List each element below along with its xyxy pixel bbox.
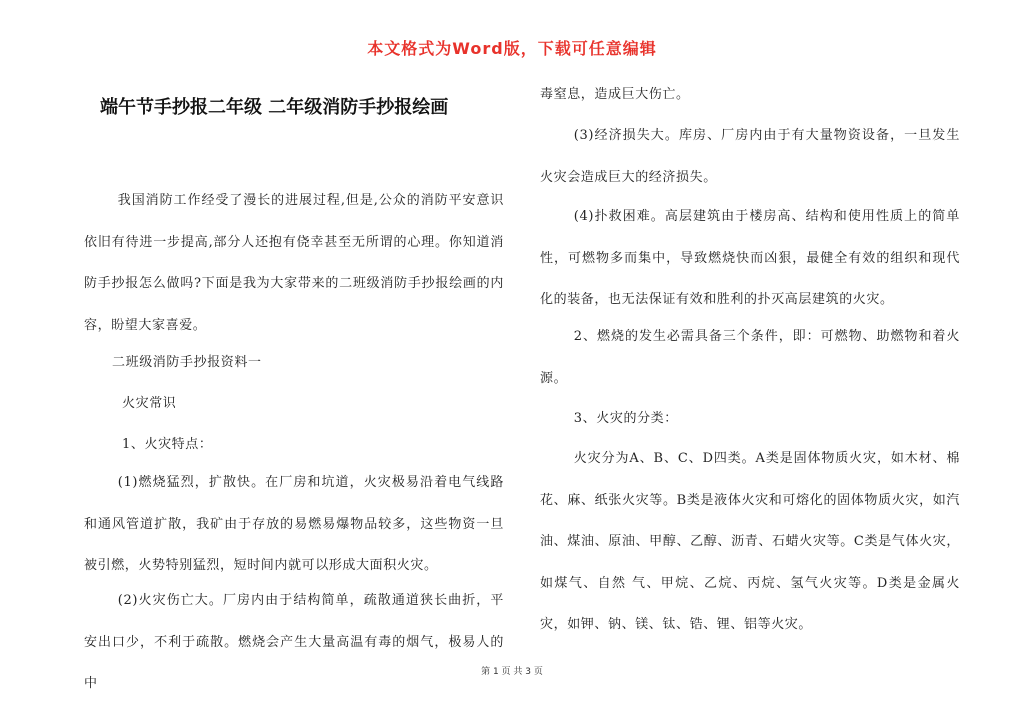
page-number: 第 1 页 共 3 页 bbox=[481, 667, 543, 677]
document-title: 端午节手抄报二年级 二年级消防手抄报绘画 bbox=[100, 97, 449, 118]
download-banner: 本文格式为Word版，下载可任意编辑 bbox=[367, 39, 657, 58]
subsection-heading: 火灾常识 bbox=[122, 396, 177, 411]
paragraph-fire-conditions: 2、燃烧的发生必需具备三个条件，即：可燃物、助燃物和着火源。 bbox=[540, 329, 960, 386]
intro-paragraph: 我国消防工作经受了漫长的进展过程,但是,公众的消防平安意识依旧有待进一步提高,部分人还抱有侥幸甚至无所谓的心理。你知道消防手抄报怎么做吗?下面是我为大家带来的二班级消防手抄报绘画的内容，盼望大家喜爱。 bbox=[84, 193, 504, 333]
paragraph-item-3: (3)经济损失大。库房、厂房内由于有大量物资设备，一旦发生火灾会造成巨大的经济损失。 bbox=[540, 128, 960, 185]
paragraph-item-2: (2)火灾伤亡大。厂房内由于结构简单，疏散通道狭长曲折，平安出口少，不利于疏散。燃烧会产生大量高温有毒的烟气，极易人的中 bbox=[84, 593, 504, 691]
paragraph-item-1: (1)燃烧猛烈，扩散快。在厂房和坑道，火灾极易沿着电气线路和通风管道扩散，我矿由于存放的易燃易爆物品较多，这些物资一旦被引燃，火势特别猛烈，短时间内就可以形成大面积火灾。 bbox=[84, 475, 504, 573]
list-heading: 1、火灾特点： bbox=[122, 437, 213, 452]
paragraph-item-4: (4)扑救困难。高层建筑由于楼房高、结构和使用性质上的简单性，可燃物多而集中，导致燃烧快而凶狠，最健全有效的组织和现代化的装备，也无法保证有效和胜利的扑灭高层建筑的火灾。 bbox=[540, 209, 960, 307]
paragraph-continued: 毒窒息，造成巨大伤亡。 bbox=[540, 87, 690, 102]
fire-classification-heading: 3、火灾的分类： bbox=[573, 411, 678, 426]
section-heading: 二班级消防手抄报资料一 bbox=[112, 355, 262, 370]
paragraph-fire-classes: 火灾分为A、B、C、D四类。A类是固体物质火灾，如木材、棉花、麻、纸张火灾等。B类是液体火灾和可熔化的固体物质火灾，如汽油、煤油、原油、甲醇、乙醇、沥青、石蜡火灾等。C类是气体火灾，如煤气、自然 气、甲烷、乙烷、丙烷、氢气火灾等。D类是金属火灾，如钾、钠、镁、钛、锆、锂、铝等火灾。 bbox=[540, 451, 960, 632]
